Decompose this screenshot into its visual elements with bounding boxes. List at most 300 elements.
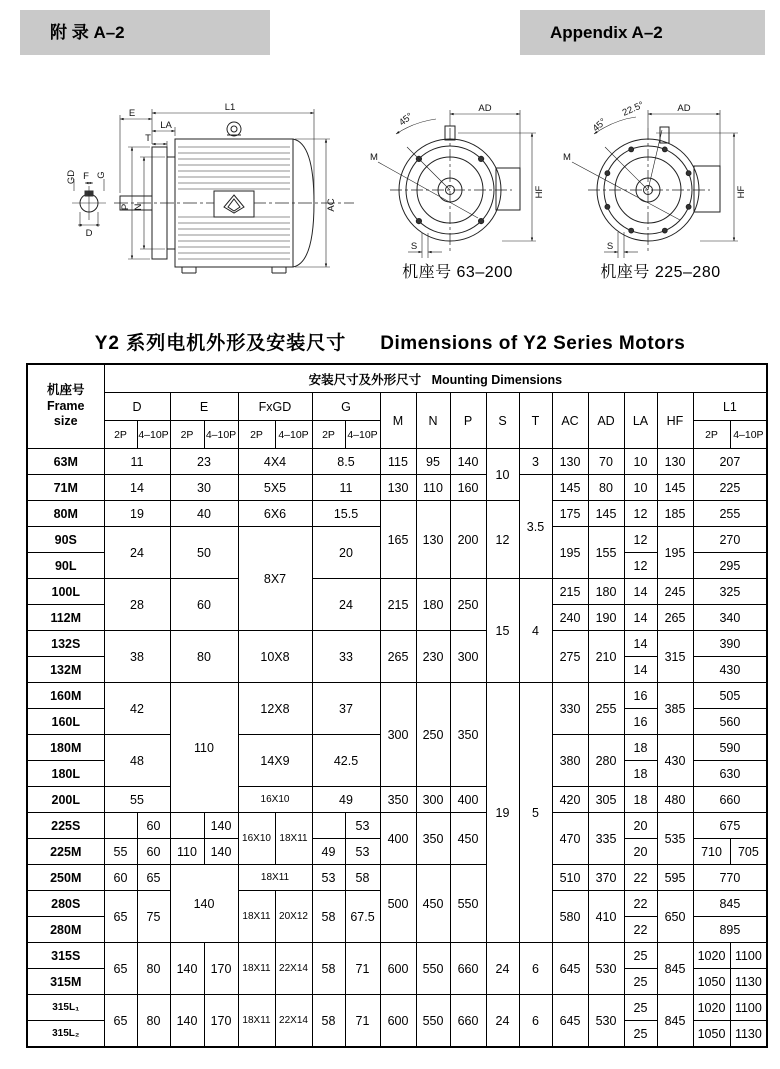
dimension-cell: 300 (416, 787, 450, 813)
mounting-zh: 安装尺寸及外形尺寸 (308, 372, 422, 387)
frame-size-cell: 71M (27, 475, 104, 501)
col-header-e-2p: 2P (170, 421, 204, 449)
frame-size-en1: Frame (46, 398, 85, 413)
col-header-fxgd-2p: 2P (238, 421, 275, 449)
dim-label-45deg: 45° (397, 110, 416, 129)
dimension-cell: 145 (552, 475, 588, 501)
dimension-cell: 530 (588, 943, 624, 995)
dimension-cell: 140 (170, 943, 204, 995)
dimension-cell: 38 (104, 631, 170, 683)
dimension-cell: 14 (104, 475, 170, 501)
dimension-cell: 230 (416, 631, 450, 683)
col-header-g-4-10p: 4–10P (345, 421, 380, 449)
dimension-cell: 170 (204, 995, 238, 1048)
frame-size-cell: 160L (27, 709, 104, 735)
dimension-cell: 15.5 (312, 501, 380, 527)
dimension-cell: 130 (657, 449, 693, 475)
dimension-cell: 10 (624, 475, 657, 501)
dimension-cell: 71 (345, 943, 380, 995)
dimension-cell: 42.5 (312, 735, 380, 787)
dimension-cell: 18X11 (238, 943, 275, 995)
dimension-cell: 4 (519, 579, 552, 683)
dimension-cell: 22X14 (275, 995, 312, 1048)
dimension-cell: 500 (380, 865, 416, 943)
dimension-cell: 4X4 (238, 449, 312, 475)
dim-label-gd: GD (66, 169, 77, 185)
dimension-cell: 255 (588, 683, 624, 735)
dimension-cell: 400 (450, 787, 486, 813)
frame-size-cell: 225M (27, 839, 104, 865)
dimension-cell: 845 (693, 891, 767, 917)
dimension-cell: 60 (137, 813, 170, 839)
frame-size-cell: 315L₂ (27, 1021, 104, 1048)
col-header-ad: AD (588, 393, 624, 449)
dimension-cell: 300 (380, 683, 416, 787)
dim-label-la: LA (160, 120, 172, 131)
dim-label-m: M (370, 152, 378, 163)
dimension-cell: 645 (552, 943, 588, 995)
dimension-cell: 49 (312, 787, 380, 813)
dimension-cell: 335 (588, 813, 624, 865)
dim-label-e: E (128, 108, 136, 119)
dimension-cell: 140 (170, 865, 238, 943)
dimension-cell: 14 (624, 605, 657, 631)
dimension-cell: 170 (204, 943, 238, 995)
dimension-cell: 600 (380, 995, 416, 1048)
col-header-l1-2p: 2P (693, 421, 730, 449)
table-row (27, 865, 767, 891)
frame-size-cell: 180M (27, 735, 104, 761)
dim-label-t: T (145, 133, 151, 144)
col-header-mounting-dimensions (104, 364, 767, 393)
dimension-cell: 12 (486, 501, 519, 579)
dimension-cell: 18X11 (275, 813, 312, 865)
dimension-cell: 330 (552, 683, 588, 735)
dim-label-s: S (606, 241, 614, 252)
dim-label-ad: AD (478, 103, 492, 114)
dimension-cell: 660 (450, 995, 486, 1048)
dimension-cell: 25 (624, 943, 657, 969)
dimension-cell: 20X12 (275, 891, 312, 943)
dimension-cell: 705 (730, 839, 767, 865)
dimension-cell: 12 (624, 553, 657, 579)
dimension-cell: 16X10 (238, 813, 275, 865)
dimension-cell: 130 (552, 449, 588, 475)
dimension-cell: 265 (657, 605, 693, 631)
dimension-cell: 145 (657, 475, 693, 501)
dimension-cell: 42 (104, 683, 170, 735)
dimension-cell: 250 (416, 683, 450, 787)
dimension-cell: 25 (624, 1021, 657, 1048)
dim-label-l1: L1 (224, 102, 236, 113)
dimension-cell: 20 (624, 813, 657, 839)
dimension-cell: 165 (380, 501, 416, 579)
dimension-cell: 600 (380, 943, 416, 995)
dimension-cell: 48 (104, 735, 170, 787)
dimension-cell: 18 (624, 787, 657, 813)
dimension-cell: 530 (588, 995, 624, 1048)
dimension-cell: 11 (104, 449, 170, 475)
dimension-cell: 250 (450, 579, 486, 631)
dimension-cell: 110 (170, 683, 238, 813)
dim-label-ac: AC (326, 198, 337, 212)
col-header-l1-4-10p: 4–10P (730, 421, 767, 449)
dimension-cell: 80 (137, 943, 170, 995)
dimension-cell: 23 (170, 449, 238, 475)
table-row (27, 813, 767, 839)
dimension-cell: 20 (624, 839, 657, 865)
dimension-cell: 265 (380, 631, 416, 683)
dimension-cell: 305 (588, 787, 624, 813)
frame-size-cell: 250M (27, 865, 104, 891)
dimension-cell: 8X7 (238, 527, 312, 631)
caption-frame-225-280: 机座号 225–280 (600, 264, 721, 281)
dimension-cell: 550 (416, 943, 450, 995)
dimension-cell: 6 (519, 943, 552, 995)
dimension-cell: 130 (416, 501, 450, 579)
dimension-cell: 1130 (730, 1021, 767, 1048)
dimension-cell: 350 (416, 813, 450, 865)
frame-size-cell: 315L₁ (27, 995, 104, 1021)
dimension-cell: 590 (693, 735, 767, 761)
dimension-cell: 60 (170, 579, 238, 631)
dimension-cell: 60 (104, 865, 137, 891)
dimension-cell: 1130 (730, 969, 767, 995)
dimension-cell: 67.5 (345, 891, 380, 943)
dimension-cell: 160 (450, 475, 486, 501)
dimension-cell: 110 (170, 839, 204, 865)
dimension-cell: 470 (552, 813, 588, 865)
dimension-cell: 58 (312, 891, 345, 943)
dimension-cell: 350 (380, 787, 416, 813)
dimension-cell: 24 (486, 943, 519, 995)
dimension-cell: 22 (624, 891, 657, 917)
dimension-cell: 53 (345, 813, 380, 839)
dim-label-s: S (410, 241, 418, 252)
dimension-cell: 5 (519, 683, 552, 943)
col-header-d: D (104, 393, 170, 421)
dimension-cell: 18 (624, 761, 657, 787)
dimension-cell: 1050 (693, 969, 730, 995)
dimension-cell: 24 (312, 579, 380, 631)
dimension-cell: 65 (104, 995, 137, 1048)
motor-side-view-drawing (62, 95, 362, 295)
table-row (27, 449, 767, 475)
frame-size-cell: 200L (27, 787, 104, 813)
dimension-cell: 71 (345, 995, 380, 1048)
table-row (27, 683, 767, 709)
dimension-cell: 12X8 (238, 683, 312, 735)
dimension-cell: 8.5 (312, 449, 380, 475)
dimension-cell: 16 (624, 709, 657, 735)
dim-label-n: N (133, 203, 144, 211)
dimensions-table (26, 363, 768, 1048)
table-row (27, 787, 767, 813)
dimension-cell: 75 (137, 891, 170, 943)
dimension-cell: 1100 (730, 995, 767, 1021)
dimension-cell: 18X11 (238, 995, 275, 1048)
dimension-cell: 630 (693, 761, 767, 787)
dimension-cell: 280 (588, 735, 624, 787)
dimension-cell: 370 (588, 865, 624, 891)
dimension-cell: 325 (693, 579, 767, 605)
dimension-cell: 420 (552, 787, 588, 813)
dimension-cell: 245 (657, 579, 693, 605)
dimension-cell: 270 (693, 527, 767, 553)
dimension-cell: 60 (137, 839, 170, 865)
dimension-cell: 10 (486, 449, 519, 501)
frame-size-cell: 315M (27, 969, 104, 995)
dimension-cell: 33 (312, 631, 380, 683)
dimension-cell: 200 (450, 501, 486, 579)
dimension-cell: 275 (552, 631, 588, 683)
caption-frame-63-200: 机座号 63–200 (402, 264, 513, 281)
dimension-cell: 58 (312, 943, 345, 995)
dimension-cell: 55 (104, 839, 137, 865)
dimension-cell: 207 (693, 449, 767, 475)
page-title-en: Dimensions of Y2 Series Motors (380, 333, 686, 354)
dimension-cell: 315 (657, 631, 693, 683)
dimension-cell: 40 (170, 501, 238, 527)
dimension-cell: 24 (486, 995, 519, 1048)
dimension-cell: 18 (624, 735, 657, 761)
dimension-cell: 675 (693, 813, 767, 839)
dimension-cell: 180 (588, 579, 624, 605)
dimension-cell: 140 (204, 839, 238, 865)
dimension-cell: 30 (170, 475, 238, 501)
dimension-cell: 175 (552, 501, 588, 527)
dimension-cell: 215 (552, 579, 588, 605)
dim-label-p: P (120, 203, 131, 211)
dimension-cell: 550 (450, 865, 486, 943)
dimension-cell: 12 (624, 527, 657, 553)
dimension-cell: 390 (693, 631, 767, 657)
dimension-cell: 140 (170, 995, 204, 1048)
dim-label-m: M (563, 152, 571, 163)
col-header-hf: HF (657, 393, 693, 449)
col-header-l1: L1 (693, 393, 767, 421)
dimension-cell: 12 (624, 501, 657, 527)
dimension-cell: 145 (588, 501, 624, 527)
frame-size-cell: 160M (27, 683, 104, 709)
dimension-cell: 505 (693, 683, 767, 709)
col-header-la: LA (624, 393, 657, 449)
col-header-ac: AC (552, 393, 588, 449)
dimension-cell: 25 (624, 969, 657, 995)
dimension-cell: 660 (450, 943, 486, 995)
table-row (27, 579, 767, 605)
dim-label-45deg: 45° (590, 116, 609, 135)
dimension-cell: 140 (450, 449, 486, 475)
dimension-cell: 16X10 (238, 787, 312, 813)
dimension-cell: 380 (552, 735, 588, 787)
col-header-frame-size (27, 364, 104, 449)
dimension-cell: 895 (693, 917, 767, 943)
dimension-cell: 95 (416, 449, 450, 475)
dimension-cell: 195 (657, 527, 693, 579)
dimension-cell: 80 (137, 995, 170, 1048)
dimension-cell: 660 (693, 787, 767, 813)
dimension-cell: 300 (450, 631, 486, 683)
frame-size-cell: 180L (27, 761, 104, 787)
dim-label-f: F (83, 171, 89, 182)
col-header-g: G (312, 393, 380, 421)
frame-size-cell: 280S (27, 891, 104, 917)
dimension-cell: 770 (693, 865, 767, 891)
dimension-cell: 19 (104, 501, 170, 527)
col-header-d-4-10p: 4–10P (137, 421, 170, 449)
dimension-cell: 155 (588, 527, 624, 579)
dimension-cell: 80 (588, 475, 624, 501)
frame-size-cell: 63M (27, 449, 104, 475)
dim-label-ad: AD (677, 103, 691, 114)
table-row (27, 943, 767, 969)
frame-size-en2: size (53, 414, 78, 429)
dimension-cell: 22 (624, 917, 657, 943)
dimension-cell: 845 (657, 943, 693, 995)
dimension-cell: 1050 (693, 1021, 730, 1048)
dimension-cell: 19 (486, 683, 519, 943)
dimension-cell: 25 (624, 995, 657, 1021)
dim-label-g: G (96, 171, 107, 179)
dimension-cell: 385 (657, 683, 693, 735)
dimension-cell: 14 (624, 631, 657, 657)
dimension-cell: 65 (104, 943, 137, 995)
dimension-cell: 24 (104, 527, 170, 579)
dimension-cell: 645 (552, 995, 588, 1048)
dimension-cell: 6X6 (238, 501, 312, 527)
col-header-g-2p: 2P (312, 421, 345, 449)
dimension-table-body (27, 449, 767, 1048)
col-header-p: P (450, 393, 486, 449)
dimension-cell: 410 (588, 891, 624, 943)
table-row (27, 631, 767, 657)
motor-end-view-63-200-drawing (366, 100, 556, 262)
dimension-cell (104, 813, 137, 839)
dimension-cell: 1020 (693, 943, 730, 969)
col-header-e-4-10p: 4–10P (204, 421, 238, 449)
dim-label-hf: HF (736, 185, 747, 199)
dimension-cell: 18X11 (238, 891, 275, 943)
table-row (27, 475, 767, 501)
dimension-cell: 210 (588, 631, 624, 683)
dimension-cell: 430 (657, 735, 693, 787)
dimension-cell: 14 (624, 579, 657, 605)
dimension-cell: 3 (519, 449, 552, 475)
frame-size-cell: 315S (27, 943, 104, 969)
dimension-cell: 22X14 (275, 943, 312, 995)
frame-size-cell: 280M (27, 917, 104, 943)
dimension-cell (312, 813, 345, 839)
frame-size-cell: 132M (27, 657, 104, 683)
col-header-s: S (486, 393, 519, 449)
dimension-cell: 80 (170, 631, 238, 683)
dimension-cell: 53 (312, 865, 345, 891)
dimension-cell: 535 (657, 813, 693, 865)
dimension-cell (170, 813, 204, 839)
dimension-cell: 710 (693, 839, 730, 865)
frame-size-cell: 80M (27, 501, 104, 527)
dimension-cell: 190 (588, 605, 624, 631)
dimension-cell: 845 (657, 995, 693, 1048)
dim-label-22-5deg: 22.5° (620, 100, 646, 119)
col-header-fxgd: FxGD (238, 393, 312, 421)
frame-size-cell: 90L (27, 553, 104, 579)
frame-size-cell: 100L (27, 579, 104, 605)
dimension-cell: 28 (104, 579, 170, 631)
dimension-cell: 450 (450, 813, 486, 865)
dimension-cell: 550 (416, 995, 450, 1048)
dimension-cell: 650 (657, 891, 693, 943)
dimension-cell: 195 (552, 527, 588, 579)
frame-size-cell: 90S (27, 527, 104, 553)
dimension-cell: 11 (312, 475, 380, 501)
dimension-cell: 400 (380, 813, 416, 865)
page-title (0, 328, 780, 355)
dimension-cell: 14 (624, 657, 657, 683)
dimension-cell: 22 (624, 865, 657, 891)
dimension-cell: 58 (312, 995, 345, 1048)
dimension-cell: 50 (170, 527, 238, 579)
col-header-fxgd-4-10p: 4–10P (275, 421, 312, 449)
frame-size-cell: 112M (27, 605, 104, 631)
dimension-cell: 70 (588, 449, 624, 475)
dimension-cell: 10X8 (238, 631, 312, 683)
dimension-cell: 255 (693, 501, 767, 527)
dimension-cell: 560 (693, 709, 767, 735)
dimension-cell: 37 (312, 683, 380, 735)
dimension-cell: 240 (552, 605, 588, 631)
dimension-cell: 3.5 (519, 475, 552, 579)
col-header-n: N (416, 393, 450, 449)
dimension-cell: 53 (345, 839, 380, 865)
dimension-cell: 450 (416, 865, 450, 943)
appendix-label-zh: 附 录 A–2 (20, 10, 270, 55)
dimension-cell: 55 (104, 787, 170, 813)
dimension-cell: 14X9 (238, 735, 312, 787)
dimension-cell: 1020 (693, 995, 730, 1021)
dimension-cell: 430 (693, 657, 767, 683)
motor-end-view-225-280-drawing (556, 100, 766, 262)
frame-size-zh: 机座号 (46, 383, 85, 398)
dimension-cell: 6 (519, 995, 552, 1048)
dimension-cell: 225 (693, 475, 767, 501)
dimension-cell: 295 (693, 553, 767, 579)
dimension-cell: 595 (657, 865, 693, 891)
table-row (27, 995, 767, 1021)
frame-size-cell: 225S (27, 813, 104, 839)
dim-label-d: D (85, 228, 93, 239)
dim-label-hf: HF (534, 185, 545, 199)
dimension-cell: 18X11 (238, 865, 312, 891)
table-row (27, 501, 767, 527)
mounting-en: Mounting Dimensions (431, 372, 563, 387)
dimension-cell: 20 (312, 527, 380, 579)
dimension-cell: 65 (104, 891, 137, 943)
dimension-cell: 180 (416, 579, 450, 631)
col-header-d-2p: 2P (104, 421, 137, 449)
dimension-cell: 140 (204, 813, 238, 839)
dimension-cell: 510 (552, 865, 588, 891)
dimension-cell: 10 (624, 449, 657, 475)
dimension-cell: 215 (380, 579, 416, 631)
dimension-cell: 5X5 (238, 475, 312, 501)
dimension-cell: 16 (624, 683, 657, 709)
dimension-cell: 110 (416, 475, 450, 501)
col-header-t: T (519, 393, 552, 449)
dimension-cell: 15 (486, 579, 519, 683)
dimension-cell: 58 (345, 865, 380, 891)
